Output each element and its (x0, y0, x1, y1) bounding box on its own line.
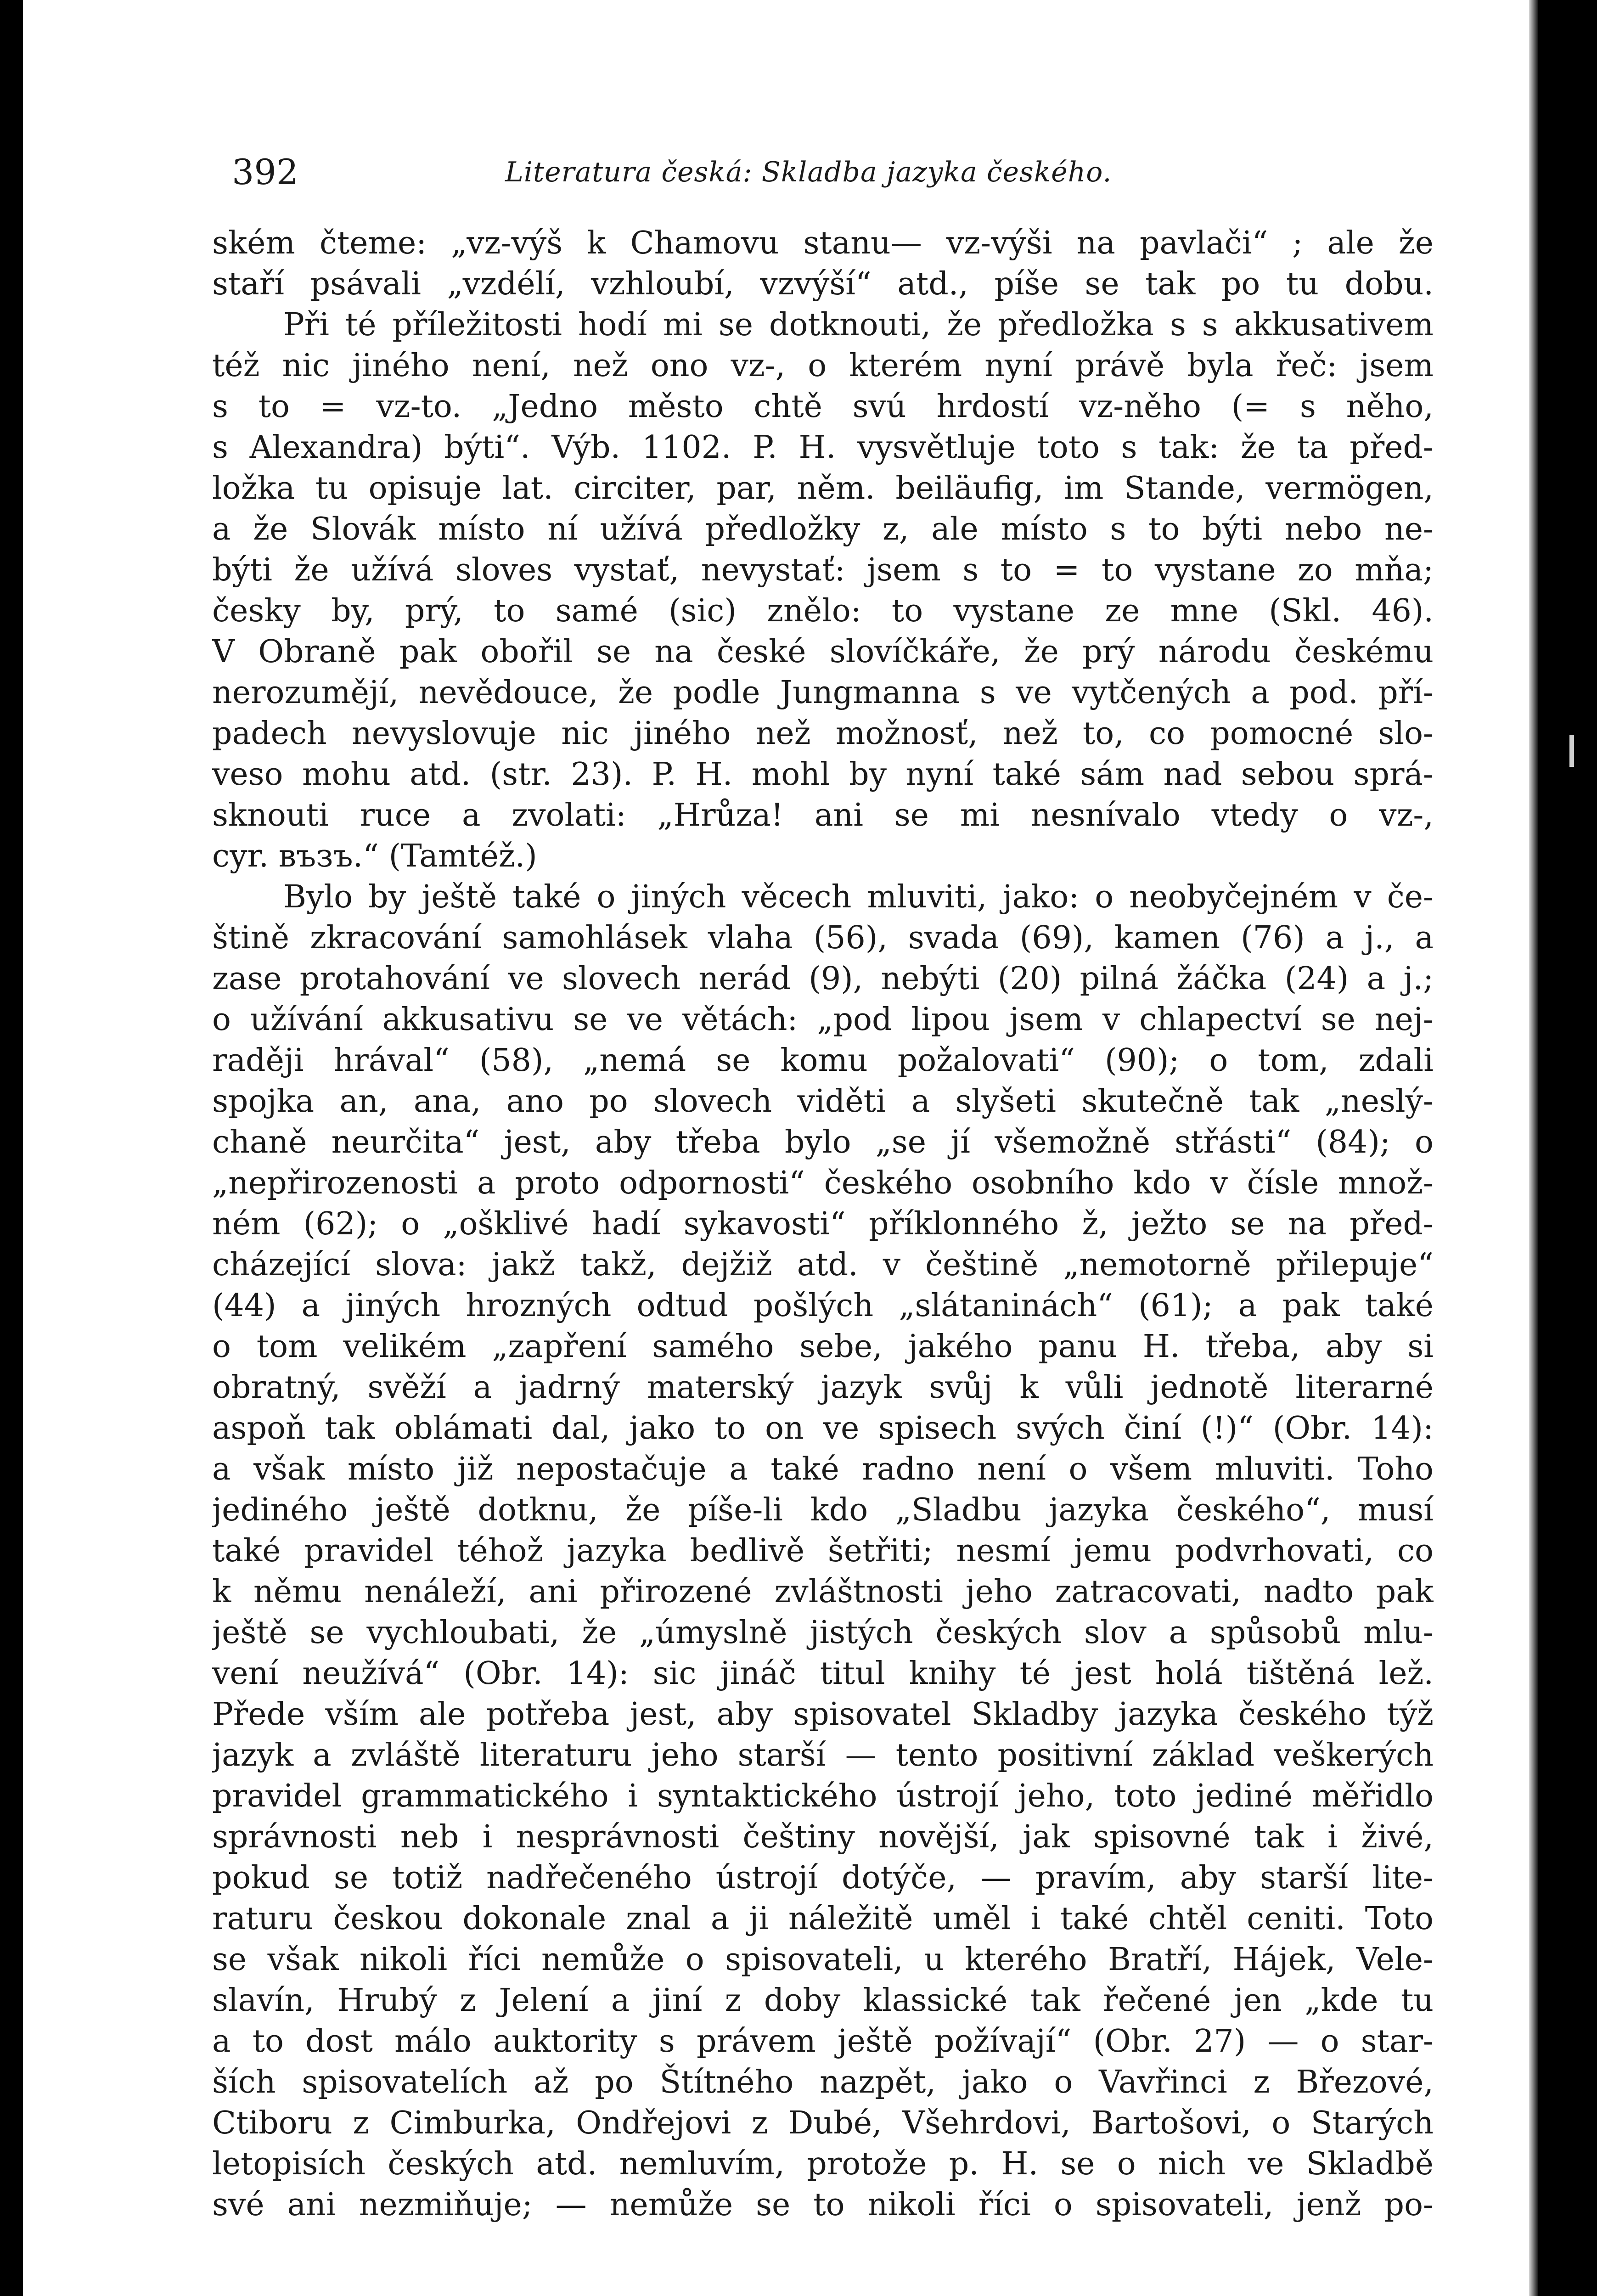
text-line: a že Slovák místo ní užívá předložky z, ale místo s to býti nebo ne- (212, 511, 1434, 547)
running-title: Literatura česká: Skladba jazyka českého. (505, 156, 1112, 188)
text-line: pokud se totiž nadřečeného ústrojí dotýče, — pravím, aby starší lite- (212, 1860, 1434, 1896)
text-line: vení neužívá“ (Obr. 14): sic jináč titul knihy té jest holá tištěná lež. (212, 1655, 1434, 1692)
text-line: k němu nenáleží, ani přirozené zvláštnosti jeho zatracovati, nadto pak (212, 1574, 1434, 1610)
text-line: Přede vším ale potřeba jest, aby spisovatel Skladby jazyka českého týž (212, 1696, 1434, 1733)
text-line: „nepřirozenosti a proto odpornosti“ českého osobního kdo v čísle množ- (212, 1165, 1434, 1201)
page-edge-shadow (1529, 0, 1538, 2296)
text-line: pravidel grammatického i syntaktického ústrojí jeho, toto jediné měřidlo (212, 1778, 1434, 1814)
text-line: ném (62); o „ošklivé hadí sykavosti“ příklonného ž, ježto se na před- (212, 1206, 1434, 1242)
text-line: také pravidel téhož jazyka bedlivě šetřiti; nesmí jemu podvrhovati, co (212, 1533, 1434, 1569)
text-line: V Obraně pak obořil se na české slovíčkáře, že prý národu českému (212, 634, 1434, 670)
page-header (232, 147, 1205, 202)
text-line: ších spisovatelích až po Štítného nazpět, jako o Vavřinci z Březové, (212, 2064, 1434, 2100)
text-line: česky by, prý, to samé (sic) znělo: to vystane ze mne (Skl. 46). (212, 593, 1434, 629)
text-line: ještě se vychloubati, že „úmyslně jistých českých slov a spůsobů mlu- (212, 1615, 1434, 1651)
text-line: staří psávali „vzdélí, vzhloubí, vzvýší“ atd., píše se tak po tu dobu. (212, 266, 1434, 302)
text-line: nerozumějí, nevědouce, že podle Jungmanna s ve vytčených a pod. pří- (212, 675, 1434, 711)
text-line: se však nikoli říci nemůže o spisovateli, u kterého Bratří, Hájek, Vele- (212, 1941, 1434, 1978)
text-line: ložka tu opisuje lat. circiter, par, něm. beiläufig, im Stande, vermögen, (212, 470, 1434, 506)
text-line: aspoň tak oblámati dal, jako to on ve spisech svých činí (!)“ (Obr. 14): (212, 1410, 1434, 1446)
text-line: sknouti ruce a zvolati: „Hrůza! ani se mi nesnívalo vtedy o vz-, (212, 797, 1434, 833)
text-line: též nic jiného není, než ono vz-, o kterém nyní právě byla řeč: jsem (212, 348, 1434, 384)
page-number: 392 (232, 152, 299, 192)
text-line: ském čteme: „vz-výš k Chamovu stanu— vz-výši na pavlači“ ; ale že (212, 225, 1434, 261)
text-line: štině zkracování samohlásek vlaha (56), svada (69), kamen (76) a j., a (212, 920, 1434, 956)
text-line: Ctiboru z Cimburka, Ondřejovi z Dubé, Všehrdovi, Bartošovi, o Starých (212, 2105, 1434, 2141)
scan-edge-mark (1569, 735, 1574, 767)
text-line: slavín, Hrubý z Jelení a jiní z doby klassické tak řečené jen „kde tu (212, 1982, 1434, 2019)
text-line: cyr. възъ.“ (Tamtéž.) (212, 838, 537, 874)
text-line: o užívání akkusativu se ve větách: „pod lipou jsem v chlapectví se nej- (212, 1002, 1434, 1038)
text-line: své ani nezmiňuje; — nemůže se to nikoli říci o spisovateli, jenž po- (212, 2187, 1434, 2223)
text-line: jazyk a zvláště literaturu jeho starší — tento positivní základ veškerých (212, 1737, 1434, 1773)
text-line: a to dost málo auktority s právem ještě požívají“ (Obr. 27) — o star- (212, 2023, 1434, 2060)
text-line: o tom velikém „zapření samého sebe, jakého panu H. třeba, aby si (212, 1328, 1434, 1365)
text-line: raději hrával“ (58), „nemá se komu požalovati“ (90); o tom, zdali (212, 1042, 1434, 1079)
text-line: Při té příležitosti hodí mi se dotknouti, že předložka s s akkusativem (283, 307, 1434, 343)
text-line: a však místo již nepostačuje a také radno není o všem mluviti. Toho (212, 1451, 1434, 1487)
text-line: Bylo by ještě také o jiných věcech mluviti, jako: o neobyčejném v če- (283, 879, 1434, 915)
text-line: cházející slova: jakž takž, dejžiž atd. v češtině „nemotorně přilepuje“ (212, 1247, 1434, 1283)
text-line: býti že užívá sloves vystať, nevystať: jsem s to = to vystane zo mňa; (212, 552, 1434, 588)
text-line: padech nevyslovuje nic jiného než možnosť, než to, co pomocné slo- (212, 715, 1434, 752)
text-line: spojka an, ana, ano po slovech viděti a slyšeti skutečně tak „neslý- (212, 1083, 1434, 1120)
text-line: raturu českou dokonale znal a ji náležitě uměl i také chtěl ceniti. Toto (212, 1901, 1434, 1937)
text-line: správnosti neb i nesprávnosti češtiny novější, jak spisovné tak i živé, (212, 1819, 1434, 1855)
text-line: jediného ještě dotknu, že píše-li kdo „Sladbu jazyka českého“, musí (212, 1492, 1434, 1528)
body-text (212, 223, 1434, 2225)
text-line: letopisích českých atd. nemluvím, protože p. H. se o nich ve Skladbě (212, 2146, 1434, 2182)
text-line: (44) a jiných hrozných odtud pošlých „slátaninách“ (61); a pak také (212, 1288, 1434, 1324)
text-line: s to = vz-to. „Jedno město chtě svú hrdostí vz-něho (= s něho, (212, 388, 1434, 425)
text-line: veso mohu atd. (str. 23). P. H. mohl by nyní také sám nad sebou sprá- (212, 756, 1434, 793)
text-line: zase protahování ve slovech nerád (9), nebýti (20) pilná žáčka (24) a j.; (212, 961, 1434, 997)
text-line: chaně neurčita“ jest, aby třeba bylo „se jí všemožně střásti“ (84); o (212, 1124, 1434, 1160)
text-line: obratný, svěží a jadrný materský jazyk svůj k vůli jednotě literarné (212, 1369, 1434, 1406)
text-line: s Alexandra) býti“. Výb. 1102. P. H. vysvětluje toto s tak: že ta před- (212, 429, 1434, 466)
